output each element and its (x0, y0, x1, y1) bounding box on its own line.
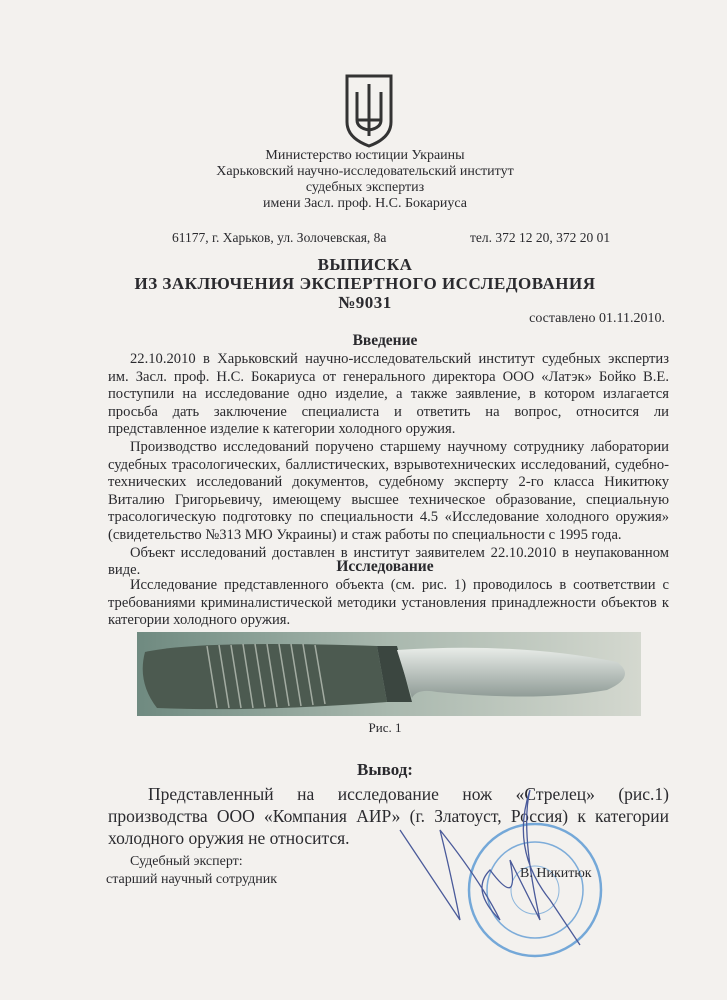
document-number: №9031 (338, 293, 392, 312)
signer-position: старший научный сотрудник (106, 872, 278, 887)
paragraph: Исследование представленного объекта (см. рис. 1) проводилось в соответствии с требованиями криминалистической методики установления принадлежности объектов к категории холодного оружия. (108, 577, 669, 629)
title-line: ИЗ ЗАКЛЮЧЕНИЯ ЭКСПЕРТНОГО ИССЛЕДОВАНИЯ (134, 274, 596, 293)
document-title (100, 255, 630, 312)
signer-name: В. Никитюк (520, 866, 592, 881)
paragraph: 22.10.2010 в Харьковский научно-исследовательский институт судебных экспертиз им. Засл. проф. Н.С. Бокариуса от генерального директора ООО «Латэк» Бойко В.Е. поступили на исследование одно изделие, а также заявление, в котором излагается просьба дать заключение специалиста и ответить на вопрос, относится ли представленное изделие к категории холодного оружия. (108, 351, 669, 438)
paragraph: Представленный на исследование нож «Стрелец» (рис.1) производства ООО «Компания АИР» (г. Златоуст, Россия) к категории холодного оружия не относится. (108, 784, 669, 848)
research-heading: Исследование (336, 558, 434, 575)
intro-section (108, 351, 669, 580)
coat-of-arms-trident-icon (343, 72, 395, 148)
research-section (108, 577, 669, 630)
address: 61177, г. Харьков, ул. Золочевская, 8а (172, 230, 387, 245)
intro-heading: Введение (352, 332, 418, 349)
paragraph: Объект исследований доставлен в институт заявителем 22.10.2010 в неупакованном виде. (108, 544, 669, 579)
institution-header (140, 148, 590, 212)
paragraph: Производство исследований поручено старшему научному сотруднику лаборатории судебных трасологических, баллистических, взрывотехнических исследований, судебно-технических исследований документов, судебному эксперту 2-го класса Никитюку Виталию Григорьевичу, имеющему высшее техническое образование, специальную трасологическую подготовку по специальности 4.5 «Исследование холодного оружия» (свидетельство №313 МЮ Украины) и стаж работы по специальности с 1995 года. (108, 438, 669, 543)
header-line: имени Засл. проф. Н.С. Бокариуса (263, 196, 467, 211)
knife-photo (137, 632, 641, 716)
title-line: ВЫПИСКА (317, 255, 413, 274)
phone: тел. 372 12 20, 372 20 01 (470, 230, 611, 245)
header-line: судебных экспертиз (305, 180, 425, 195)
signer-role: Судебный эксперт: (130, 854, 243, 869)
handwritten-signature (380, 770, 600, 950)
header-line: Министерство юстиции Украины (265, 148, 465, 163)
conclusion-heading: Вывод: (357, 760, 413, 779)
header-line: Харьковский научно-исследовательский институт (216, 164, 514, 179)
document-date: составлено 01.11.2010. (529, 311, 665, 326)
figure-caption: Рис. 1 (368, 720, 402, 735)
